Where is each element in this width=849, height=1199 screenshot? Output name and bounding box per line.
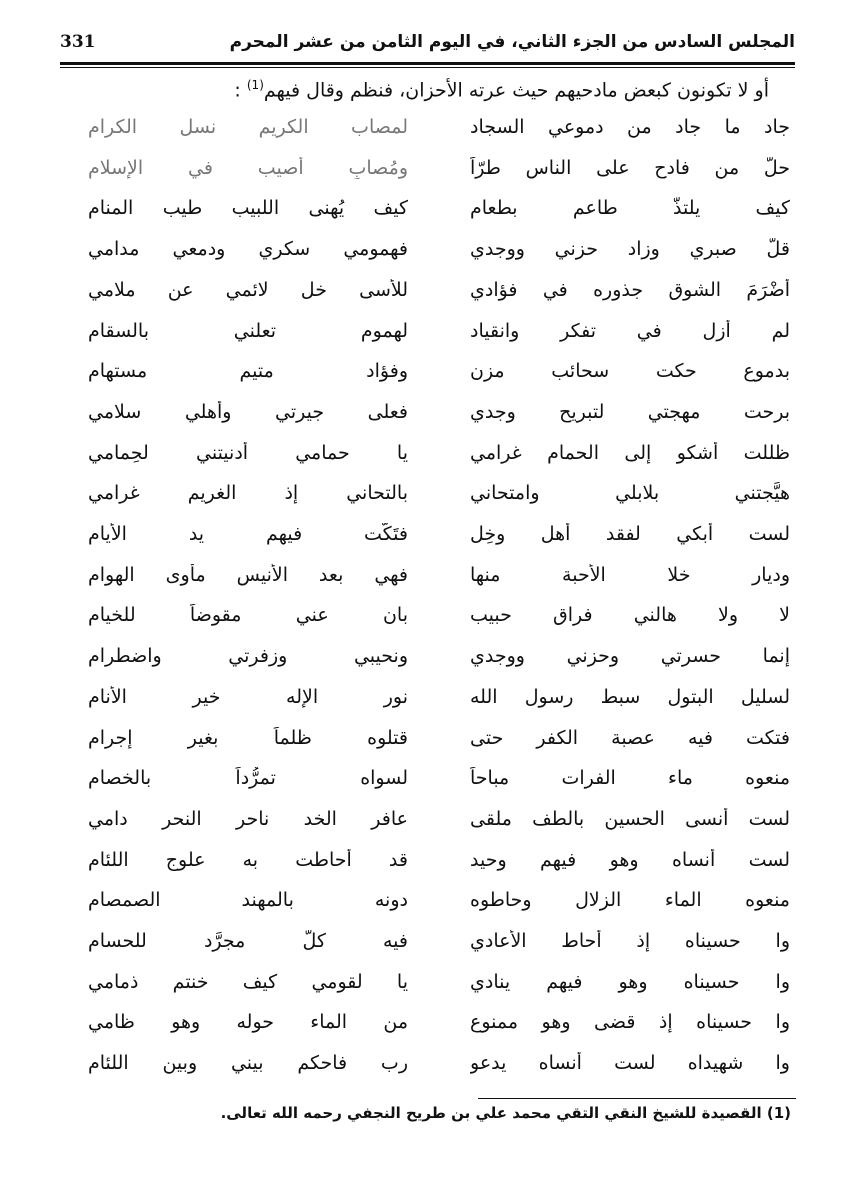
- verse-second-hemistich: للأسى خل لائمي عن ملامي: [88, 278, 408, 301]
- verse-first-hemistich: لست أبكي لفقد أهل وخِل: [470, 523, 790, 545]
- verse-line: [60, 558, 790, 598]
- verse-first-hemistich: قلَّ صبري وزاد حزني ووجدي: [470, 238, 790, 261]
- verse-second-hemistich: كيف يُهنى اللبيب طيب المنام: [88, 197, 408, 220]
- verse-second-hemistich: لمصاب الكريم نسل الكرام: [88, 116, 408, 138]
- footnote: [91, 1104, 791, 1122]
- verse-first-hemistich: لم أزل في تفكر وانقياد: [470, 319, 790, 342]
- verse-second-hemistich: ونحيبي وزفرتي واضطرام: [88, 645, 408, 668]
- verse-second-hemistich: عافر الخد ناحر النحر دامي: [88, 807, 408, 830]
- verse-first-hemistich: برحت مهجتي لتبريح وجدي: [470, 400, 790, 423]
- verse-first-hemistich: وا حسيناه وهو فيهم ينادي: [470, 970, 790, 993]
- intro-colon: :: [234, 79, 241, 102]
- verse-second-hemistich: قد أحاطت به علوج اللئام: [88, 848, 408, 871]
- verse-line: [60, 965, 790, 1005]
- verse-line: [60, 802, 790, 842]
- verse-first-hemistich: وديار خلا الأحبة منها: [470, 563, 790, 586]
- verse-line: [60, 395, 790, 435]
- footnote-text: القصيدة للشيخ النقي التقي محمد علي بن طريح النجفي رحمه الله تعالى.: [220, 1104, 762, 1122]
- verse-second-hemistich: نور الإله خير الأنام: [88, 685, 408, 708]
- page-number: 331: [60, 32, 96, 52]
- running-header: [60, 28, 795, 60]
- verse-second-hemistich: بالتحاني إذ الغريم غرامي: [88, 482, 408, 505]
- verse-first-hemistich: منعوه الماء الزلال وحاطوه: [470, 889, 790, 912]
- verse-first-hemistich: لست أنسى الحسين بالطف ملقى: [470, 807, 790, 830]
- verse-first-hemistich: كيف يلتذُّ طاعم بطعام: [470, 197, 790, 220]
- verse-second-hemistich: قتلوه ظلماً بغير إجرام: [88, 726, 408, 749]
- verse-second-hemistich: فهمومي سكري ودمعي مدامي: [88, 238, 408, 261]
- verse-second-hemistich: يا لقومي كيف خنتم ذمامي: [88, 970, 408, 993]
- verse-second-hemistich: من الماء حوله وهو ظامي: [88, 1011, 408, 1034]
- verse-first-hemistich: وا شهيداه لست أنساه يدعو: [470, 1052, 790, 1075]
- verse-line: [60, 354, 790, 394]
- verse-line: [60, 314, 790, 354]
- header-title: المجلس السادس من الجزء الثاني، في اليوم الثامن من عشر المحرم: [229, 32, 795, 52]
- verse-first-hemistich: إنما حسرتي وحزني ووجدي: [470, 645, 790, 668]
- verse-line: [60, 476, 790, 516]
- verse-second-hemistich: ومُصابٍ أُصيب في الإسلام: [88, 156, 408, 179]
- verse-first-hemistich: ظللت أشكو إلى الحمام غرامي: [470, 441, 790, 464]
- verse-line: [60, 191, 790, 231]
- verse-first-hemistich: لا ولا هالني فراق حبيب: [470, 604, 790, 627]
- verse-line: [60, 761, 790, 801]
- verse-line: [60, 680, 790, 720]
- verse-second-hemistich: لهموم تعلني بالسقام: [88, 319, 408, 342]
- verse-line: [60, 924, 790, 964]
- verse-line: [60, 639, 790, 679]
- verse-first-hemistich: فتكت فيه عصبة الكفر حتى: [470, 726, 790, 749]
- verse-second-hemistich: فتَكَّت فيهم يد الأيام: [88, 523, 408, 545]
- verse-second-hemistich: فيه كلُّ مجرَّد للحسام: [88, 930, 408, 952]
- intro-text: أو لا تكونون كبعض مادحيهم حيث عرته الأحزان، فنظم وقال فيهم: [263, 79, 769, 102]
- verse-first-hemistich: منعوه ماء الفرات مباحاً: [470, 767, 790, 790]
- footnote-rule: [478, 1098, 796, 1099]
- verse-line: [60, 110, 790, 150]
- header-rule-thin: [60, 67, 795, 68]
- verse-line: [60, 232, 790, 272]
- verse-second-hemistich: لسواه تمرُّداً بالخصام: [88, 767, 408, 790]
- footnote-number: (1): [766, 1104, 791, 1122]
- verse-line: [60, 517, 790, 557]
- verse-first-hemistich: وا حسيناه إذ أحاط الأعادي: [470, 930, 790, 952]
- footnote-ref: (1): [246, 78, 264, 92]
- verse-first-hemistich: هيَّجتني بلابلي وامتحاني: [470, 482, 790, 505]
- verse-second-hemistich: رب فاحكم بيني وبين اللئام: [88, 1052, 408, 1075]
- verse-first-hemistich: حلَّ من فادح على الناس طرّاً: [470, 156, 790, 179]
- verse-first-hemistich: لسليل البتول سبط رسول الله: [470, 685, 790, 708]
- verse-line: [60, 883, 790, 923]
- verse-first-hemistich: بدموع حكت سحائب مزن: [470, 360, 790, 383]
- verse-line: [60, 151, 790, 191]
- poem: [60, 110, 790, 1080]
- verse-line: [60, 1046, 790, 1086]
- verse-second-hemistich: يا حمامي أدنيتني لحِمامي: [88, 441, 408, 464]
- verse-line: [60, 436, 790, 476]
- verse-first-hemistich: لست أنساه وهو فيهم وحيد: [470, 848, 790, 871]
- verse-second-hemistich: وفؤاد متيم مستهام: [88, 360, 408, 383]
- intro-line: [69, 78, 769, 101]
- verse-second-hemistich: فعلى جيرتي وأهلي سلامي: [88, 400, 408, 423]
- verse-line: [60, 843, 790, 883]
- verse-line: [60, 1005, 790, 1045]
- verse-line: [60, 273, 790, 313]
- verse-second-hemistich: بان عني مقوضاً للخيام: [88, 604, 408, 627]
- verse-second-hemistich: دونه بالمهند الصمصام: [88, 889, 408, 912]
- verse-line: [60, 721, 790, 761]
- verse-line: [60, 598, 790, 638]
- header-rule: [60, 62, 795, 65]
- verse-first-hemistich: جاد ما جاد من دموعي السجاد: [470, 116, 790, 138]
- verse-first-hemistich: وا حسيناه إذ قضى وهو ممنوع: [470, 1011, 790, 1034]
- verse-second-hemistich: فهي بعد الأنيس مأوى الهوام: [88, 563, 408, 586]
- verse-first-hemistich: أضْرَمَ الشوق جذوره في فؤادي: [470, 278, 790, 301]
